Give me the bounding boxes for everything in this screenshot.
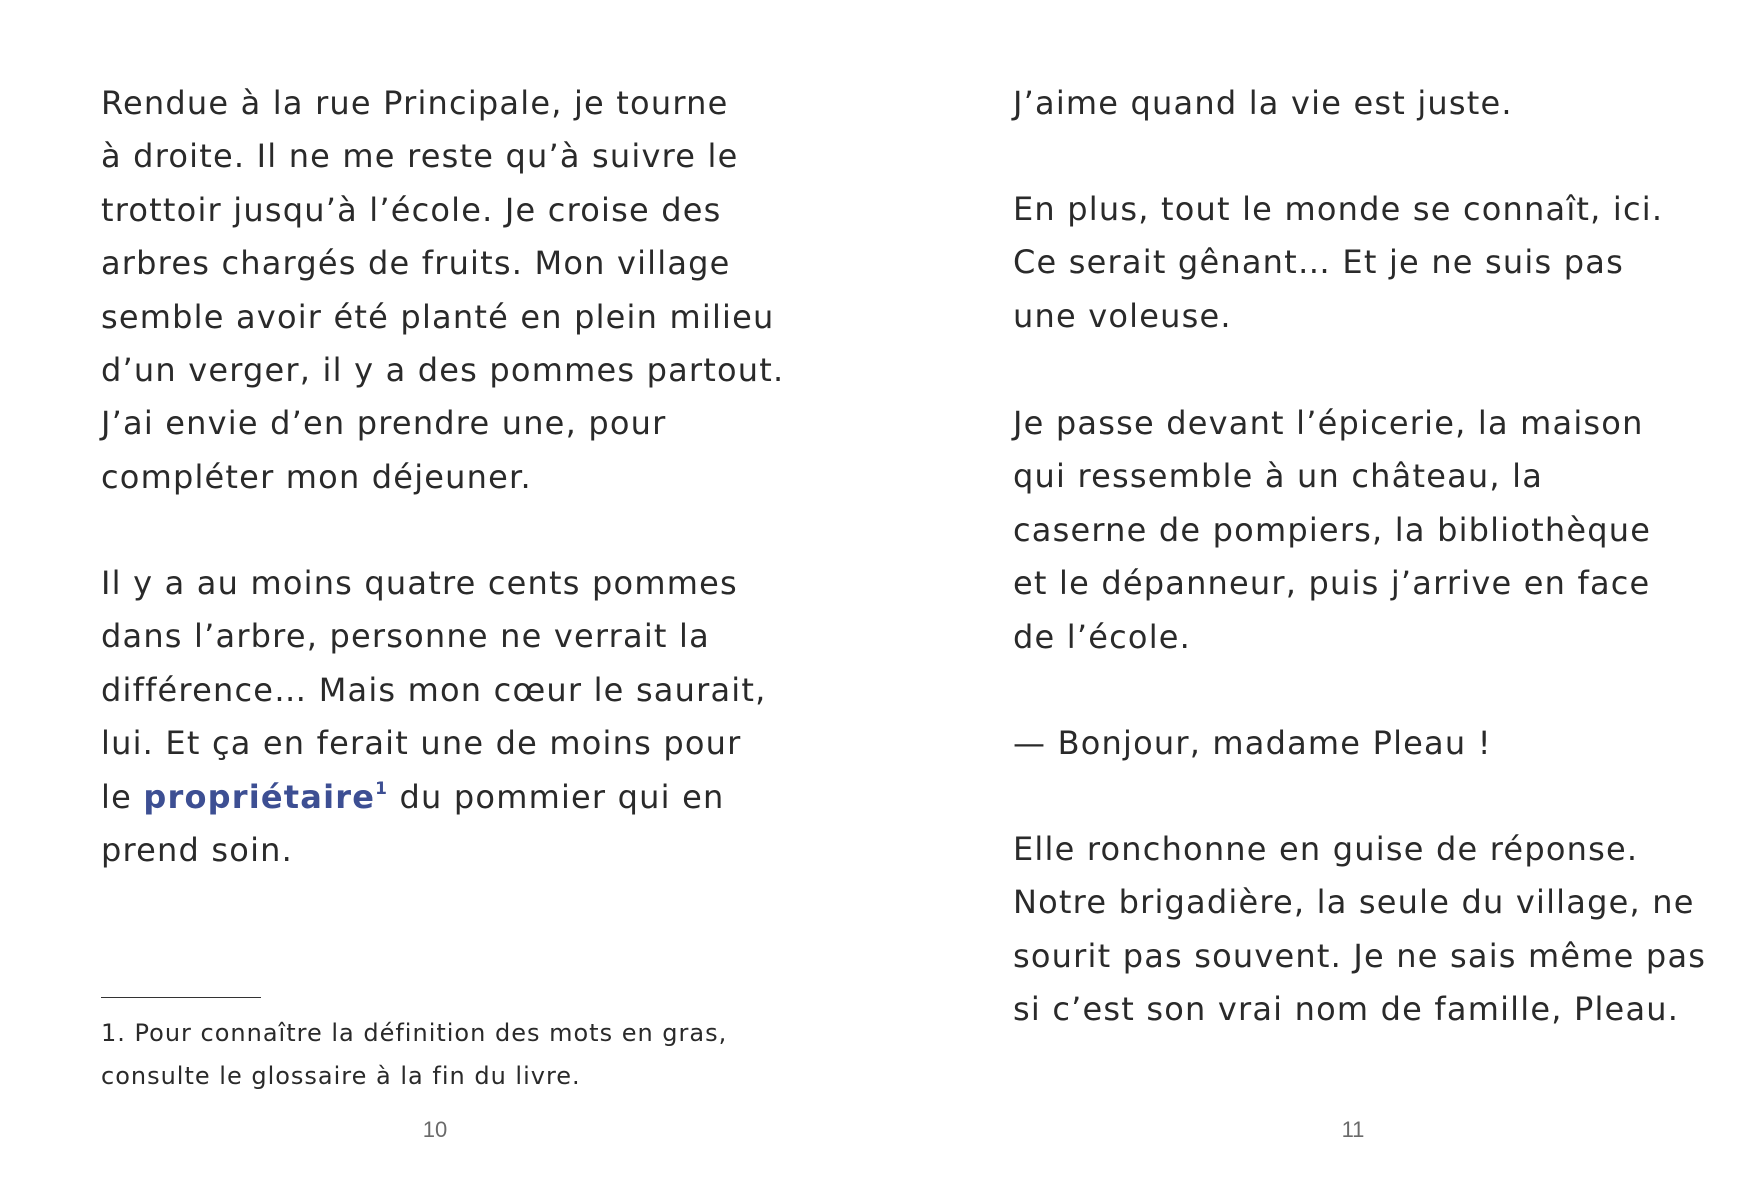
footnote-line: 1. Pour connaître la définition des mots en gras, (101, 1019, 728, 1047)
text-line: En plus, tout le monde se connaît, ici. (1013, 190, 1664, 228)
right-paragraph-4 (1013, 717, 1733, 770)
text-line: prend soin. (101, 830, 294, 869)
page-number: 11 (1341, 1117, 1365, 1142)
footnote-line: consulte le glossaire à la fin du livre. (101, 1062, 581, 1090)
text-line: Notre brigadière, la seule du village, ne (1013, 883, 1695, 922)
text-line: J’aime quand la vie est juste. (1013, 84, 1513, 122)
text-fragment: le (101, 777, 144, 816)
right-page (880, 0, 1760, 1200)
page-number: 10 (422, 1117, 448, 1142)
left-paragraph-1 (101, 77, 801, 504)
right-paragraph-2 (1013, 183, 1733, 343)
text-line: Ce serait gênant… Et je ne suis pas (1013, 243, 1624, 282)
text-line: lui. Et ça en ferait une de moins pour (101, 724, 742, 763)
text-line: Il y a au moins quatre cents pommes (101, 564, 738, 602)
text-line: caserne de pompiers, la bibliothèque (1013, 510, 1652, 549)
text-line: Elle ronchonne en guise de réponse. (1013, 830, 1639, 868)
footnote-divider (101, 997, 261, 998)
text-line: une voleuse. (1013, 296, 1232, 335)
text-line: de l’école. (1013, 617, 1192, 656)
right-paragraph-3 (1013, 397, 1733, 664)
text-line: Je passe devant l’épicerie, la maison (1013, 404, 1644, 442)
text-line-with-glossary-word (101, 771, 801, 824)
text-line: J’ai envie d’en prendre une, pour (101, 404, 667, 443)
right-paragraph-5 (1013, 823, 1733, 1037)
text-line: arbres chargés de fruits. Mon village (101, 244, 731, 283)
text-line: à droite. Il ne me reste qu’à suivre le (101, 137, 739, 176)
right-paragraph-1 (1013, 77, 1733, 130)
glossary-word-proprietaire[interactable]: propriétaire (143, 777, 376, 816)
text-fragment: du pommier qui en (388, 777, 725, 816)
footnote-reference[interactable]: 1 (375, 778, 389, 799)
text-line: sourit pas souvent. Je ne sais même pas (1013, 936, 1707, 975)
text-line: semble avoir été planté en plein milieu (101, 297, 775, 336)
text-line: trottoir jusqu’à l’école. Je croise des (101, 190, 722, 229)
text-line: Rendue à la rue Principale, je tourne (101, 84, 729, 122)
text-line: différence… Mais mon cœur le saurait, (101, 670, 767, 709)
text-line: compléter mon déjeuner. (101, 457, 532, 496)
text-line: qui ressemble à un château, la (1013, 457, 1544, 496)
left-paragraph-2 (101, 557, 801, 877)
text-line: et le dépanneur, puis j’arrive en face (1013, 564, 1651, 603)
text-line: dans l’arbre, personne ne verrait la (101, 617, 710, 656)
dialogue-line: — Bonjour, madame Pleau ! (1013, 724, 1492, 762)
footnote (101, 1012, 821, 1098)
text-line: si c’est son vrai nom de famille, Pleau. (1013, 990, 1680, 1029)
text-line: d’un verger, il y a des pommes partout. (101, 350, 785, 389)
